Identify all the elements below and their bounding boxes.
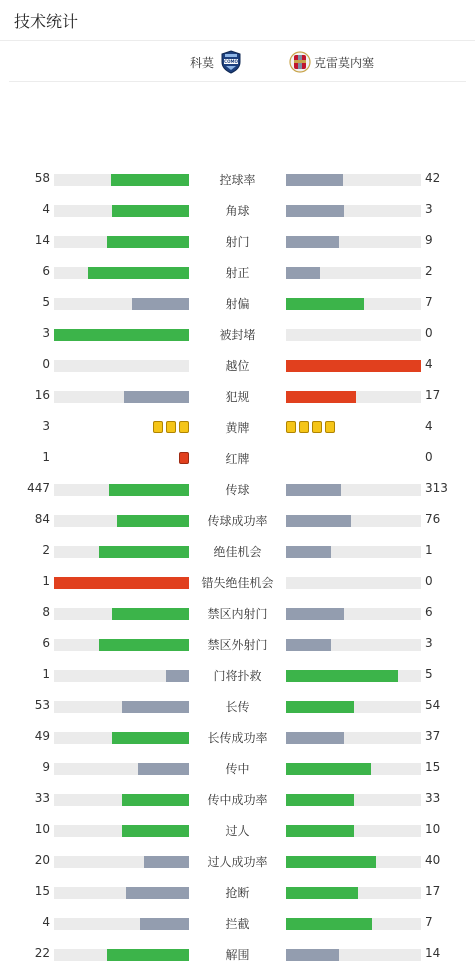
away-stat-bar <box>286 701 421 713</box>
away-stat-bar-fill <box>286 732 344 744</box>
home-stat-bar <box>54 639 189 651</box>
stat-row <box>0 783 475 814</box>
home-stat-bar <box>54 174 189 186</box>
home-team-name: 科莫 <box>189 55 214 70</box>
stat-row <box>0 318 475 349</box>
home-stat-value: 33 <box>34 791 50 805</box>
stat-label: 绝佳机会 <box>213 545 262 559</box>
away-stat-value: 17 <box>425 388 441 402</box>
home-stat-value: 447 <box>27 481 50 495</box>
home-stat-bar <box>54 298 189 310</box>
away-stat-value: 6 <box>425 605 433 619</box>
stat-row <box>0 938 475 969</box>
stat-row <box>0 907 475 938</box>
away-stat-value: 42 <box>425 171 441 185</box>
away-stat-bar-fill <box>286 360 421 372</box>
stat-row <box>0 442 475 473</box>
away-stat-value: 7 <box>425 295 433 309</box>
home-stat-bar-fill <box>112 732 189 744</box>
away-stat-bar-fill <box>286 918 372 930</box>
home-stat-value: 53 <box>34 698 50 712</box>
away-stat-bar <box>286 856 421 868</box>
home-stat-value: 1 <box>42 450 50 464</box>
home-stat-value: 14 <box>34 233 50 247</box>
home-stat-bar <box>54 546 189 558</box>
away-stat-value: 14 <box>425 946 441 960</box>
home-stat-bar-fill <box>99 546 189 558</box>
home-stat-bar <box>54 763 189 775</box>
away-stat-value: 33 <box>425 791 441 805</box>
home-stat-bar <box>54 856 189 868</box>
stat-label: 被封堵 <box>219 328 256 342</box>
home-stat-bar-fill <box>138 763 189 775</box>
away-stat-value: 4 <box>425 357 433 371</box>
teams-header <box>9 41 466 82</box>
home-stat-bar <box>54 825 189 837</box>
stat-row <box>0 566 475 597</box>
away-stat-bar <box>286 329 421 341</box>
yellow-card-icon <box>325 421 335 433</box>
home-stat-bar-fill <box>54 577 189 589</box>
stat-label: 禁区内射门 <box>207 607 268 621</box>
home-stat-bar <box>54 732 189 744</box>
stat-row <box>0 225 475 256</box>
cremonese-crest-icon <box>289 50 311 74</box>
stat-label: 角球 <box>225 204 250 218</box>
away-stat-value: 4 <box>425 419 433 433</box>
away-team[interactable] <box>289 50 374 74</box>
stat-label: 传球成功率 <box>207 514 268 528</box>
stat-label: 射正 <box>225 266 250 280</box>
away-stat-bar-fill <box>286 298 364 310</box>
home-stat-value: 4 <box>42 915 50 929</box>
away-stat-bar <box>286 577 421 589</box>
home-stat-bar-fill <box>109 484 189 496</box>
away-stat-value: 0 <box>425 326 433 340</box>
stat-row <box>0 535 475 566</box>
away-stat-value: 7 <box>425 915 433 929</box>
away-stat-bar-fill <box>286 515 351 527</box>
home-stat-bar <box>54 701 189 713</box>
away-stat-value: 54 <box>425 698 441 712</box>
red-card-icon <box>179 452 189 464</box>
away-stat-bar <box>286 608 421 620</box>
stat-label: 错失绝佳机会 <box>201 576 274 590</box>
stat-label: 长传 <box>225 700 250 714</box>
away-stat-value: 9 <box>425 233 433 247</box>
away-stat-bar <box>286 546 421 558</box>
stat-row <box>0 752 475 783</box>
away-stat-bar-fill <box>286 794 354 806</box>
away-stat-bar <box>286 360 421 372</box>
yellow-card-icon <box>153 421 163 433</box>
stat-label: 射偏 <box>225 297 250 311</box>
stat-label: 禁区外射门 <box>207 638 268 652</box>
away-stat-bar <box>286 825 421 837</box>
home-stat-bar-fill <box>112 205 189 217</box>
stat-label: 长传成功率 <box>207 731 268 745</box>
header-bar <box>0 0 475 41</box>
home-stat-value: 16 <box>34 388 50 402</box>
away-stat-bar <box>286 639 421 651</box>
stat-label: 传中 <box>225 762 250 776</box>
away-stat-value: 10 <box>425 822 441 836</box>
away-stat-value: 2 <box>425 264 433 278</box>
away-stat-bar-fill <box>286 763 371 775</box>
stat-row <box>0 845 475 876</box>
home-stat-value: 8 <box>42 605 50 619</box>
stat-row <box>0 380 475 411</box>
stat-row <box>0 597 475 628</box>
yellow-card-icon <box>179 421 189 433</box>
home-stat-bar <box>54 515 189 527</box>
yellow-card-icon <box>299 421 309 433</box>
away-stat-value: 76 <box>425 512 441 526</box>
home-stat-bar <box>54 236 189 248</box>
away-stat-bar-fill <box>286 174 343 186</box>
away-stat-bar <box>286 794 421 806</box>
home-stat-bar-fill <box>107 949 189 961</box>
away-stat-bar-fill <box>286 484 341 496</box>
stat-row <box>0 349 475 380</box>
away-stat-value: 3 <box>425 636 433 650</box>
home-stat-bar-fill <box>140 918 189 930</box>
home-stat-bar-fill <box>111 174 189 186</box>
stat-row <box>0 876 475 907</box>
away-stat-bar-fill <box>286 887 358 899</box>
stat-label: 门将扑救 <box>213 669 262 683</box>
away-stat-value: 37 <box>425 729 441 743</box>
yellow-card-icon <box>312 421 322 433</box>
home-stat-value: 6 <box>42 636 50 650</box>
away-stat-bar <box>286 887 421 899</box>
home-stat-bar <box>54 949 189 961</box>
stat-row <box>0 473 475 504</box>
home-stat-bar <box>54 484 189 496</box>
home-stat-value: 0 <box>42 357 50 371</box>
home-stat-bar-fill <box>132 298 189 310</box>
away-stat-value: 313 <box>425 481 448 495</box>
stat-label: 解围 <box>225 948 250 962</box>
away-stat-bar <box>286 763 421 775</box>
stat-label: 传中成功率 <box>207 793 268 807</box>
away-stat-bar-fill <box>286 205 344 217</box>
away-stat-bar-fill <box>286 701 354 713</box>
away-stat-value: 5 <box>425 667 433 681</box>
como-crest-icon <box>220 50 242 74</box>
stat-row <box>0 690 475 721</box>
away-stat-bar <box>286 949 421 961</box>
away-stat-bar-fill <box>286 856 376 868</box>
stat-label: 过人 <box>225 824 250 838</box>
away-stat-value: 0 <box>425 574 433 588</box>
home-stat-bar-fill <box>124 391 189 403</box>
home-stat-value: 5 <box>42 295 50 309</box>
away-stat-bar <box>286 205 421 217</box>
home-stat-bar-fill <box>166 670 189 682</box>
away-stat-bar-fill <box>286 546 331 558</box>
away-cards <box>286 421 335 433</box>
away-stat-value: 15 <box>425 760 441 774</box>
home-stat-value: 2 <box>42 543 50 557</box>
away-stat-bar <box>286 174 421 186</box>
home-stat-bar-fill <box>99 639 189 651</box>
home-stat-bar-fill <box>122 701 190 713</box>
stat-row <box>0 194 475 225</box>
stat-label: 越位 <box>225 359 250 373</box>
home-stat-bar-fill <box>112 608 189 620</box>
home-team[interactable] <box>190 50 242 74</box>
stat-row <box>0 628 475 659</box>
home-stat-bar <box>54 391 189 403</box>
stat-label: 黄牌 <box>225 421 250 435</box>
stat-row <box>0 256 475 287</box>
stat-row <box>0 504 475 535</box>
home-stat-bar <box>54 205 189 217</box>
home-stat-value: 84 <box>34 512 50 526</box>
stat-row <box>0 163 475 194</box>
home-stat-bar <box>54 577 189 589</box>
home-cards <box>179 452 189 464</box>
stat-row <box>0 411 475 442</box>
away-stat-bar-fill <box>286 391 356 403</box>
away-stat-value: 3 <box>425 202 433 216</box>
home-stat-bar <box>54 887 189 899</box>
home-stat-bar <box>54 794 189 806</box>
home-stat-value: 10 <box>34 822 50 836</box>
home-stat-value: 3 <box>42 419 50 433</box>
away-stat-bar-fill <box>286 825 354 837</box>
away-team-name: 克雷莫内塞 <box>314 55 375 70</box>
stat-label: 犯规 <box>225 390 250 404</box>
stat-label: 传球 <box>225 483 250 497</box>
away-stat-bar-fill <box>286 608 344 620</box>
home-stat-bar <box>54 329 189 341</box>
home-stat-bar-fill <box>144 856 189 868</box>
home-stat-bar-fill <box>54 329 189 341</box>
away-stat-value: 0 <box>425 450 433 464</box>
away-stat-bar-fill <box>286 267 320 279</box>
stat-row <box>0 659 475 690</box>
svg-text:COMO: COMO <box>224 59 238 64</box>
home-stat-value: 49 <box>34 729 50 743</box>
away-stat-bar-fill <box>286 949 339 961</box>
stat-label: 红牌 <box>225 452 250 466</box>
home-stat-value: 1 <box>42 667 50 681</box>
home-stat-value: 22 <box>34 946 50 960</box>
away-stat-bar <box>286 918 421 930</box>
away-stat-value: 40 <box>425 853 441 867</box>
stat-label: 抢断 <box>225 886 250 900</box>
home-stat-bar <box>54 670 189 682</box>
page-title: 技术统计 <box>14 12 79 31</box>
home-stat-bar-fill <box>88 267 189 279</box>
home-stat-value: 4 <box>42 202 50 216</box>
home-stat-value: 1 <box>42 574 50 588</box>
home-stat-value: 20 <box>34 853 50 867</box>
away-stat-bar <box>286 391 421 403</box>
home-stat-value: 58 <box>34 171 50 185</box>
away-stat-bar-fill <box>286 670 398 682</box>
yellow-card-icon <box>286 421 296 433</box>
away-stat-bar-fill <box>286 236 339 248</box>
home-stat-bar <box>54 267 189 279</box>
away-stat-bar <box>286 670 421 682</box>
home-cards <box>153 421 189 433</box>
home-stat-bar-fill <box>117 515 189 527</box>
home-stat-value: 15 <box>34 884 50 898</box>
home-stat-bar <box>54 918 189 930</box>
away-stat-value: 17 <box>425 884 441 898</box>
home-stat-bar <box>54 608 189 620</box>
away-stat-bar <box>286 236 421 248</box>
home-stat-bar-fill <box>122 825 190 837</box>
away-stat-bar <box>286 484 421 496</box>
home-stat-value: 3 <box>42 326 50 340</box>
away-stat-bar <box>286 267 421 279</box>
away-stat-bar-fill <box>286 639 331 651</box>
away-stat-bar <box>286 515 421 527</box>
away-stat-value: 1 <box>425 543 433 557</box>
away-stat-bar <box>286 732 421 744</box>
home-stat-bar-fill <box>107 236 189 248</box>
stat-row <box>0 814 475 845</box>
stat-label: 射门 <box>225 235 250 249</box>
stat-row <box>0 721 475 752</box>
stat-row <box>0 287 475 318</box>
stat-label: 过人成功率 <box>207 855 268 869</box>
stat-label: 拦截 <box>225 917 250 931</box>
home-stat-bar-fill <box>122 794 190 806</box>
home-stat-value: 6 <box>42 264 50 278</box>
home-stat-bar <box>54 360 189 372</box>
stat-label: 控球率 <box>219 173 256 187</box>
yellow-card-icon <box>166 421 176 433</box>
away-stat-bar <box>286 298 421 310</box>
home-stat-value: 9 <box>42 760 50 774</box>
home-stat-bar-fill <box>126 887 189 899</box>
